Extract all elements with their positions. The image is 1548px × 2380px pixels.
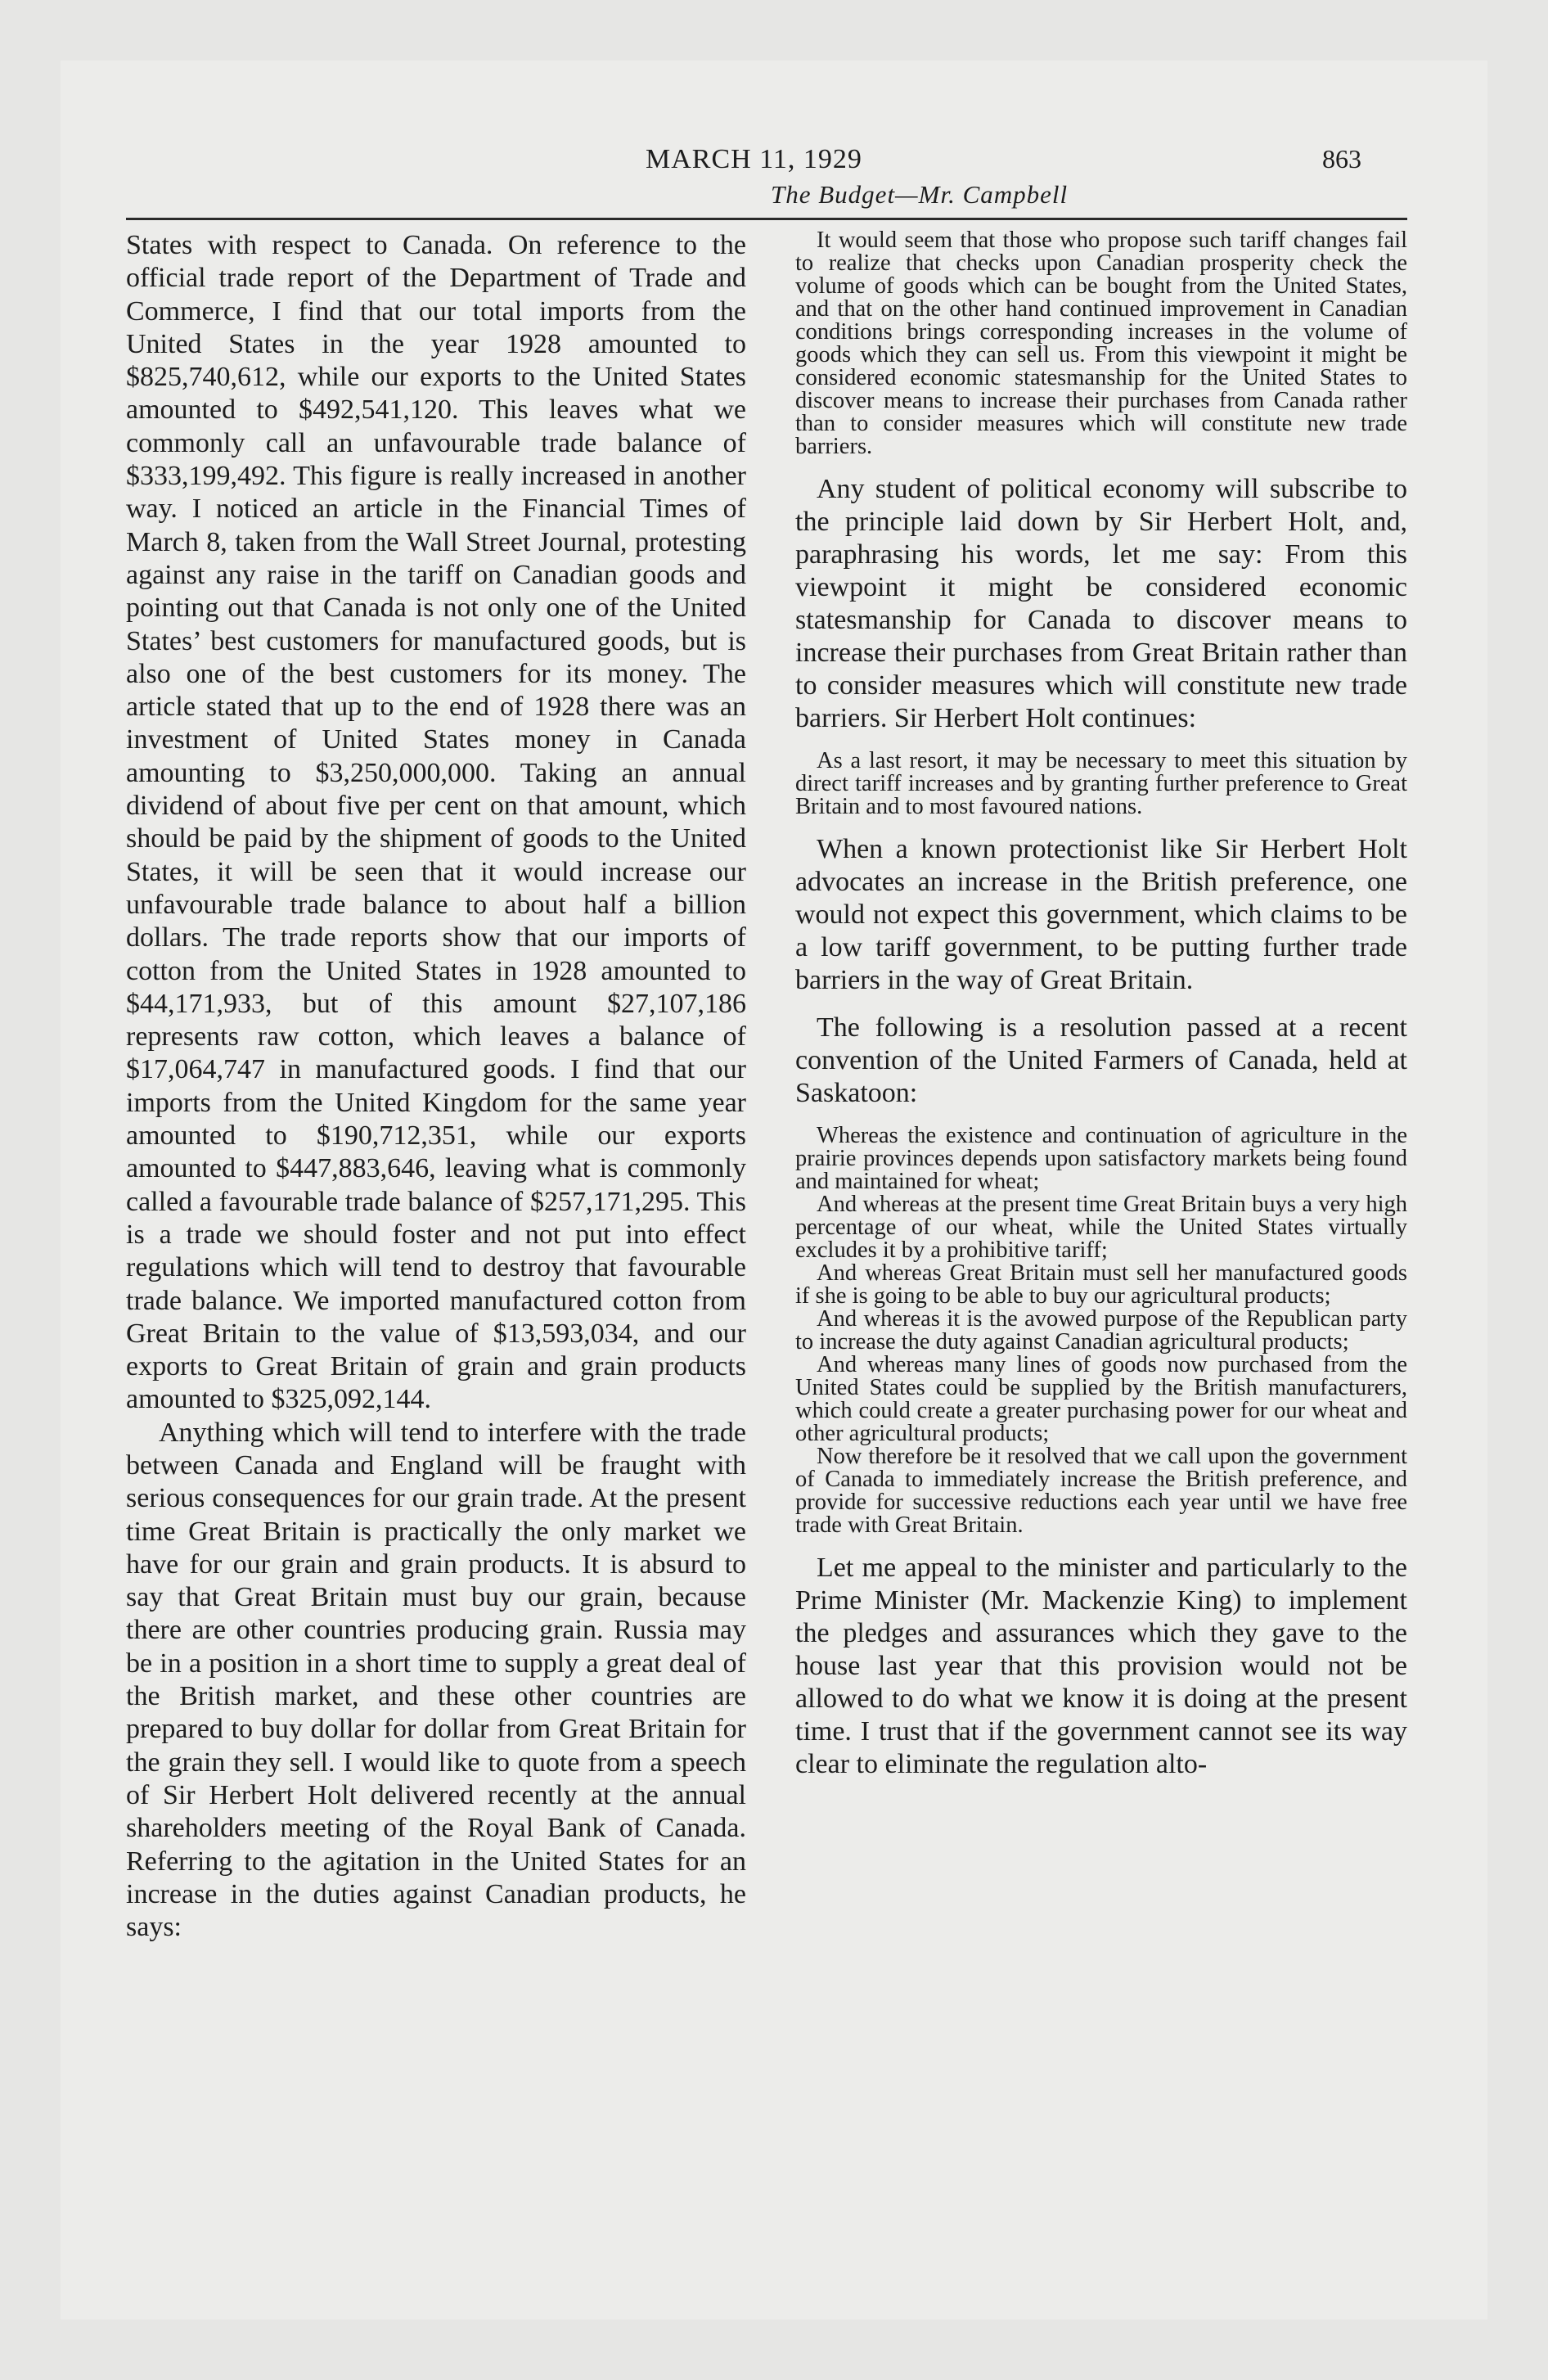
- header-rule: [126, 218, 1407, 220]
- paragraph-trade-figures: States with respect to Canada. On reference to the official trade report of the Department of Trade and Commerce, I find that our total imports from the United States in the year 1928 amounted to $825,740,612, while our exports to the United States amounted to $492,541,120. This leaves what we commonly call an unfavourable trade balance of $333,199,492. This figure is really increased in another way. I noticed an article in the Financial Times of March 8, taken from the Wall Street Journal, protesting against any raise in the tariff on Canadian goods and pointing out that Canada is not only one of the United States’ best customers for manufactured goods, but is also one of the best customers for its money. The article stated that up to the end of 1928 there was an investment of United States money in Canada amounting to $3,250,000,000. Taking an annual dividend of about five per cent on that amount, which should be paid by the shipment of goods to the United States, it will be seen that it would increase our unfavourable trade balance to about half a billion dollars. The trade reports show that our imports of cotton from the United States in 1928 amounted to $44,171,933, but of this amount $27,107,186 represents raw cotton, which leaves a balance of $17,064,747 in manufactured goods. I find that our imports from the United Kingdom for the same year amounted to $190,712,351, while our exports amounted to $447,883,646, leaving what is commonly called a favourable trade balance of $257,171,295. This is a trade we should foster and not put into effect regulations which will tend to destroy that favourable trade balance. We imported manufactured cotton from Great Britain to the value of $13,593,034, and our exports to Great Britain of grain and grain products amounted to $325,092,144.: [126, 230, 746, 1415]
- resolution-clause: And whereas many lines of goods now purchased from the United States could be supplied by the British manufacturers, which could create a greater purchasing power for our wheat and other agricultural products;: [795, 1352, 1407, 1446]
- page-number: 863: [1322, 144, 1361, 174]
- paragraph-grain-trade: Anything which will tend to interfere with the trade between Canada and England will be fraught with serious consequences for our grain trade. At the present time Great Britain is practically the only market we have for our grain and grain products. It is absurd to say that Great Britain must buy our grain, because there are other countries producing grain. Russia may be in a position in a short time to supply a great deal of the British market, and these other countries are prepared to buy dollar for dollar from Great Britain for the grain they sell. I would like to quote from a speech of Sir Herbert Holt delivered recently at the annual shareholders meeting of the Royal Bank of Canada. Referring to the agitation in the United States for an increase in the duties against Canadian products, he says:: [126, 1417, 746, 1943]
- left-column: [126, 229, 746, 1944]
- resolution-clause: Whereas the existence and continuation of agriculture in the prairie provinces depends upon satisfactory markets being found and maintained for wheat;: [795, 1123, 1407, 1194]
- paragraph-any-student: Any student of political economy will subscribe to the principle laid down by Sir Herbert Holt, and, paraphrasing his words, let me say: From this viewpoint it might be considered economic statesmanship for Canada to discover means to increase their purchases from Great Britain rather than to consider measures which will constitute new trade barriers. Sir Herbert Holt continues:: [795, 474, 1407, 733]
- right-column: [795, 229, 1407, 1781]
- resolution-text: [795, 1125, 1407, 1537]
- page-date: MARCH 11, 1929: [646, 144, 862, 174]
- running-title: The Budget—Mr. Campbell: [771, 180, 1069, 209]
- hansard-page: [61, 61, 1487, 2319]
- paragraph-appeal: Let me appeal to the minister and particularly to the Prime Minister (Mr. Mackenzie King) to implement the pledges and assurances which they gave to the house last year that this provision would not be allowed to do what we know it is doing at the present time. I trust that if the government cannot see its way clear to eliminate the regulation alto-: [795, 1553, 1407, 1779]
- holt-quotation-1: It would seem that those who propose such tariff changes fail to realize that checks upon Canadian prosperity check the volume of goods which can be bought from the United States, and that on the other hand continued improvement in Canadian conditions brings corresponding increases in the volume of goods which they can sell us. From this viewpoint it might be considered economic statesmanship for the United States to discover means to increase their purchases from Canada rather than to consider measures which will constitute new trade barriers.: [795, 228, 1407, 459]
- paragraph-protectionist: When a known protectionist like Sir Herbert Holt advocates an increase in the British preference, one would not expect this government, which claims to be a low tariff government, to be putting further trade barriers in the way of Great Britain.: [795, 834, 1407, 995]
- resolution-clause: And whereas it is the avowed purpose of the Republican party to increase the duty against Canadian agricultural products;: [795, 1306, 1407, 1355]
- resolution-clause: Now therefore be it resolved that we call upon the government of Canada to immediately increase the British preference, and provide for successive reductions each year until we have free trade with Great Britain.: [795, 1444, 1407, 1538]
- paragraph-resolution-intro: The following is a resolution passed at a recent convention of the United Farmers of Canada, held at Saskatoon:: [795, 1012, 1407, 1108]
- resolution-clause: And whereas at the present time Great Britain buys a very high percentage of our wheat, while the United States virtually excludes it by a prohibitive tariff;: [795, 1192, 1407, 1263]
- resolution-clause: And whereas Great Britain must sell her manufactured goods if she is going to be able to buy our agricultural products;: [795, 1260, 1407, 1309]
- holt-quotation-2: As a last resort, it may be necessary to meet this situation by direct tariff increases and by granting further preference to Great Britain and to most favoured nations.: [795, 748, 1407, 819]
